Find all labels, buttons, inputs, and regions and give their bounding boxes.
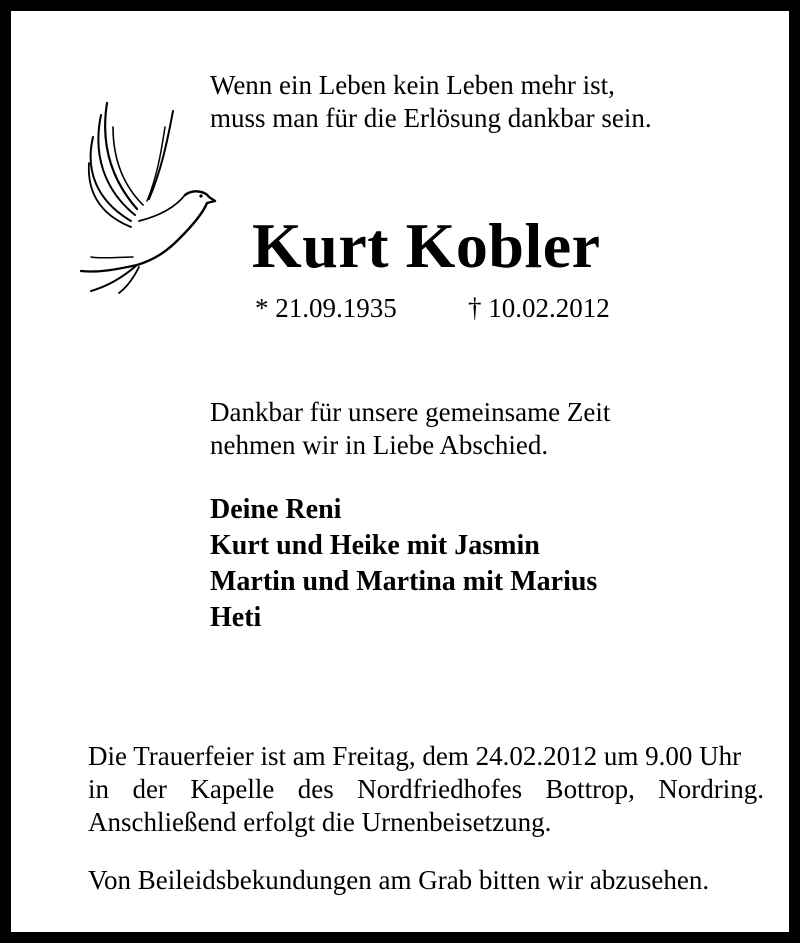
deceased-name: Kurt Kobler	[252, 210, 601, 281]
birth-date: * 21.09.1935	[255, 293, 397, 323]
family-member: Martin und Martina mit Marius	[210, 566, 598, 597]
service-info	[88, 740, 764, 839]
family-member: Kurt und Heike mit Jasmin	[210, 530, 540, 561]
service-line-3: Anschließend erfolgt die Urnenbeisetzung.	[88, 807, 552, 837]
verse-line-1: Wenn ein Leben kein Leben mehr ist,	[210, 70, 615, 100]
thanks-text	[210, 396, 610, 462]
dove-icon	[77, 97, 219, 295]
thanks-line-1: Dankbar für unsere gemeinsame Zeit	[210, 397, 611, 427]
service-line-1: Die Trauerfeier ist am Freitag, dem 24.02.2012 um 9.00 Uhr	[88, 741, 742, 771]
verse-line-2: muss man für die Erlösung dankbar sein.	[210, 103, 652, 133]
service-line-2: in der Kapelle des Nordfriedhofes Bottrop, Nordring.	[88, 774, 764, 804]
family-member: Heti	[210, 602, 262, 633]
death-date: † 10.02.2012	[468, 293, 610, 323]
verse-text	[210, 69, 652, 135]
condolence-note: Von Beileidsbekundungen am Grab bitten wir abzusehen.	[88, 865, 710, 895]
family-list	[210, 492, 597, 636]
thanks-line-2: nehmen wir in Liebe Abschied.	[210, 430, 549, 460]
family-member: Deine Reni	[210, 494, 342, 525]
